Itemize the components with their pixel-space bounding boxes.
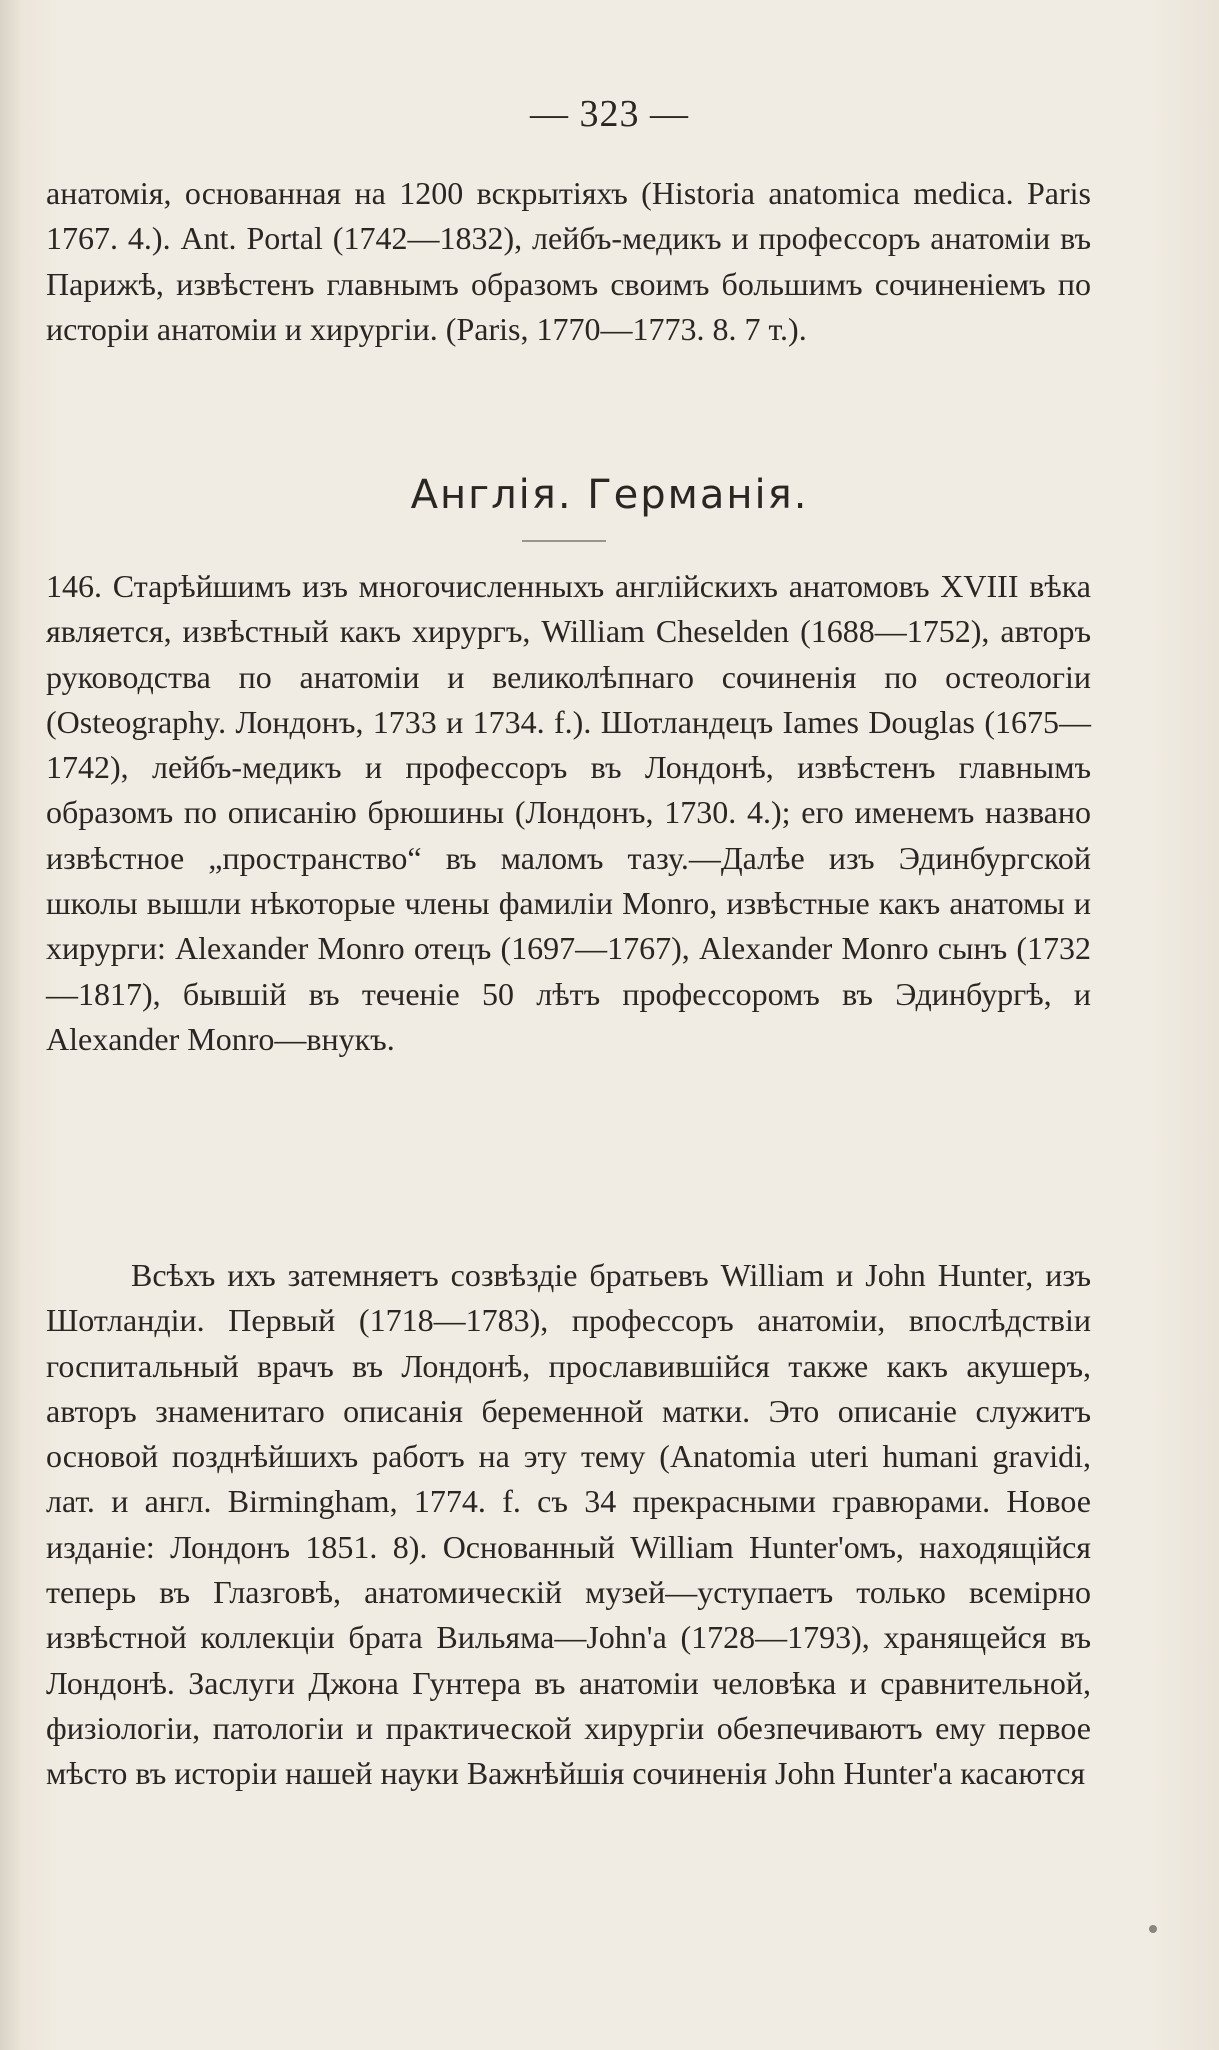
paragraph-hunter-brothers: Всѣхъ ихъ затемняетъ созвѣздіе братьевъ William и John Hunter, изъ Шотландіи. Первый (1718—1783), профессоръ анатоміи, впослѣдствіи госпитальный врачъ въ Лондонѣ, прославившійся также какъ акушеръ, авторъ знаменитаго описанія беременной матки. Это описаніе служитъ основой позднѣйшихъ работъ на эту тему (Anatomia uteri humani gravidi, лат. и англ. Birmingham, 1774. f. съ 34 прекрасными гравюрами. Новое изданіе: Лондонъ 1851. 8). Основанный William Hunter'омъ, находящійся теперь въ Глазговѣ, анатомическій музей—уступаетъ только всемірно извѣстной коллекціи брата Вильяма—John'а (1728—1793), хранящейся въ Лондонѣ. Заслуги Джона Гунтера въ анатоміи человѣка и сравнительной, физіологіи, патологіи и практической хирургіи обезпечиваютъ ему первое мѣсто въ исторіи нашей науки Важнѣйшія сочиненія John Hunter'а касаются xyxy=(46,1257,1092,1792)
margin-speck xyxy=(1149,1925,1157,1933)
paragraph-english-anatomists: 146. Старѣйшимъ изъ многочисленныхъ англійскихъ анатомовъ XVIII вѣка является, извѣстный какъ хирургъ, William Cheselden (1688—1752), авторъ руководства по анатоміи и великолѣпнаго сочиненія по остеологіи (Osteography. Лондонъ, 1733 и 1734. f.). Шотландецъ Iames Douglas (1675—1742), лейбъ-медикъ и профессоръ въ Лондонѣ, извѣстенъ главнымъ образомъ по описанію брюшины (Лондонъ, 1730. 4.); его именемъ названо извѣстное „пространство“ въ маломъ тазу.—Далѣе изъ Эдинбургской школы вышли нѣкоторые члены фамиліи Monro, извѣстные какъ анатомы и хирурги: Alexander Monro отецъ (1697—1767), Alexander Monro сынъ (1732—1817), бывшій въ теченіе 50 лѣтъ профессоромъ въ Эдинбургѣ, и Alexander Monro—внукъ. xyxy=(46,568,1091,1057)
section-heading: Англія. Германія. xyxy=(410,472,809,518)
paragraph-portal: анатомія, основанная на 1200 вскрытіяхъ (Historia anatomica medica. Paris 1767. 4.). Ant. Portal (1742—1832), лейбъ-медикъ и профессоръ анатоміи въ Парижѣ, извѣстенъ главнымъ образомъ своимъ большимъ сочиненіемъ по исторіи анатоміи и хирургіи. (Paris, 1770—1773. 8. 7 т.). xyxy=(46,175,1091,347)
heading-divider xyxy=(522,540,606,542)
page-number: — 323 — xyxy=(530,93,689,135)
